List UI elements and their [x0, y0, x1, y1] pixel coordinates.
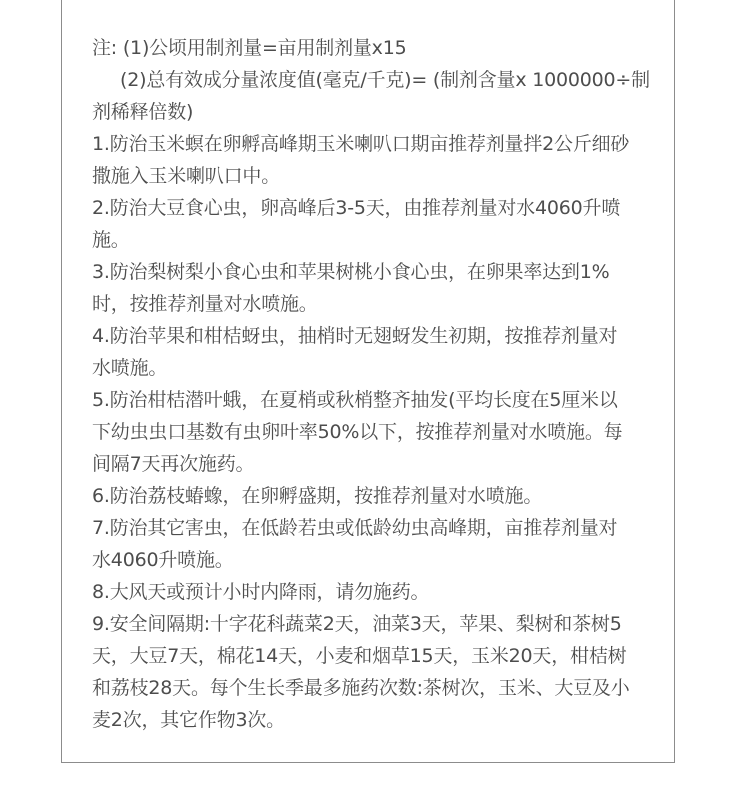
instruction-line: 和荔枝28天。每个生长季最多施药次数:茶树次，玉米、大豆及小 [92, 677, 630, 699]
instruction-line: 水4060升喷施。 [92, 549, 234, 571]
instruction-line: 天，大豆7天，棉花14天，小麦和烟草15天，玉米20天，柑桔树 [92, 645, 627, 667]
instruction-item-4 [92, 320, 656, 384]
instruction-line: 下幼虫虫口基数有虫卵叶率50%以下，按推荐剂量对水喷施。每 [92, 421, 623, 443]
instruction-line: 撒施入玉米喇叭口中。 [92, 165, 281, 187]
instruction-line: 间隔7天再次施药。 [92, 453, 255, 475]
instruction-line: 8.大风天或预计小时内降雨，请勿施药。 [92, 581, 430, 603]
instruction-item-1 [92, 128, 656, 192]
instruction-item-2 [92, 192, 656, 256]
instruction-line: 4.防治苹果和柑桔蚜虫，抽梢时无翅蚜发生初期，按推荐剂量对 [92, 325, 618, 347]
instruction-line: 水喷施。 [92, 357, 168, 379]
instruction-item-7 [92, 512, 656, 576]
instruction-line: 7.防治其它害虫，在低龄若虫或低龄幼虫高峰期，亩推荐剂量对 [92, 517, 618, 539]
instruction-line: 2.防治大豆食心虫，卵高峰后3-5天，由推荐剂量对水4060升喷 [92, 197, 621, 219]
note-line-1: 注: (1)公顷用制剂量=亩用制剂量x15 [92, 37, 407, 59]
instruction-line: 3.防治梨树梨小食心虫和苹果树桃小食心虫，在卵果率达到1% [92, 261, 610, 283]
instruction-line: 施。 [92, 229, 130, 251]
instruction-line: 5.防治柑桔潜叶蛾，在夏梢或秋梢整齐抽发(平均长度在5厘米以 [92, 389, 618, 411]
instruction-item-3 [92, 256, 656, 320]
instruction-item-9 [92, 608, 656, 736]
instruction-item-6 [92, 480, 656, 512]
instruction-line: 时，按推荐剂量对水喷施。 [92, 293, 318, 315]
instruction-line: 6.防治荔枝蝽蟓，在卵孵盛期，按推荐剂量对水喷施。 [92, 485, 543, 507]
instruction-line: 麦2次，其它作物3次。 [92, 709, 285, 731]
note-line-3: 剂稀释倍数) [92, 101, 194, 123]
instruction-item-8 [92, 576, 656, 608]
instruction-line: 1.防治玉米螟在卵孵高峰期玉米喇叭口期亩推荐剂量拌2公斤细砂 [92, 133, 630, 155]
usage-instructions [92, 32, 656, 736]
instruction-line: 9.安全间隔期:十字花科蔬菜2天，油菜3天，苹果、梨树和茶树5 [92, 613, 622, 635]
instruction-item-5 [92, 384, 656, 480]
note-line-2: (2)总有效成分量浓度值(毫克/千克)= (制剂含量x 1000000÷制 [120, 69, 650, 91]
